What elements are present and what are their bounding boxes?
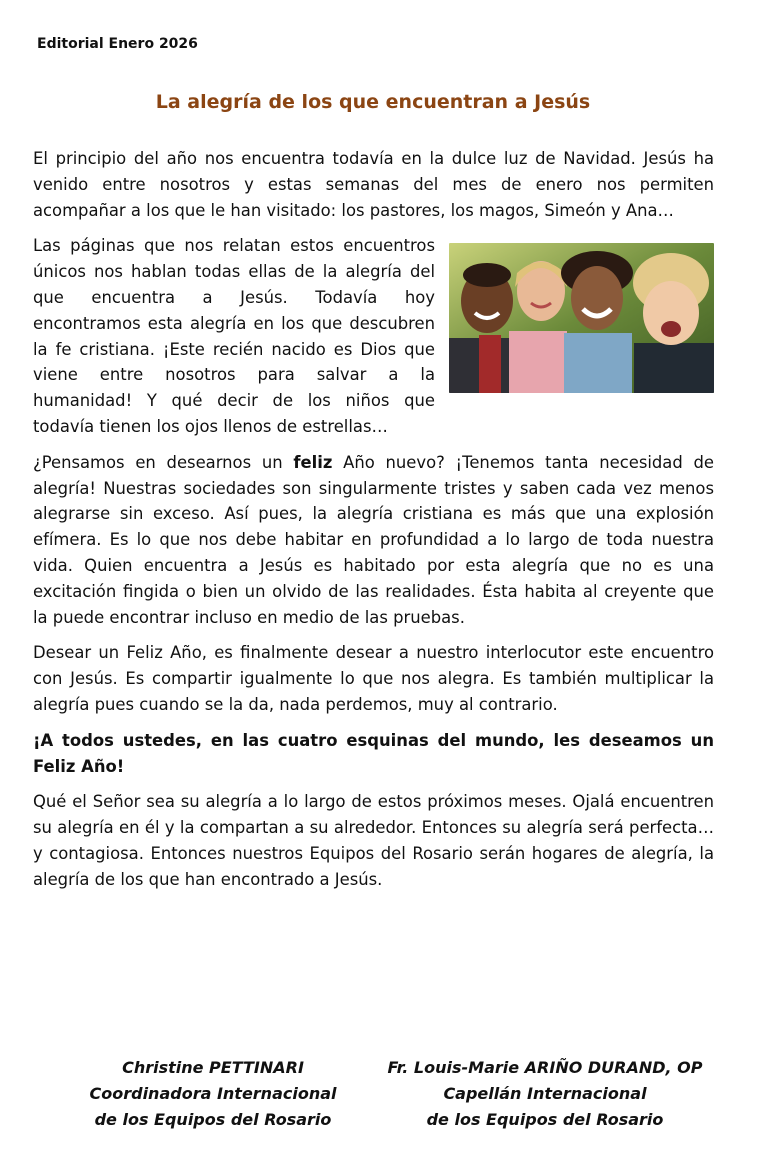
article-title: La alegría de los que encuentran a Jesús: [155, 91, 591, 113]
editorial-label: Editorial Enero 2026: [37, 36, 198, 52]
paragraph-2: [33, 233, 714, 439]
signature-left-name: Christine PETTINARI: [122, 1058, 304, 1077]
paragraph-5-wish: ¡A todos ustedes, en las cuatro esquinas del mundo, les deseamos un Feliz Año!: [33, 730, 714, 776]
signature-left-org: de los Equipos del Rosario: [94, 1110, 332, 1129]
child-1-hair: [463, 263, 511, 287]
children-photo: [449, 243, 714, 393]
paragraph-2-text: Las páginas que nos relatan estos encuentros únicos nos hablan todas ellas de la alegría del que encuentra a Jesús. Todavía hoy encontramos esta alegría en los que descubren la fe cristiana. ¡Este recién nacido es Dios que viene entre nosotros para salvar a la humanidad! Y qué decir de los niños que todavía tienen los ojos llenos de estrellas…: [33, 236, 435, 436]
signature-right: [380, 1055, 710, 1133]
signature-left: [58, 1055, 368, 1133]
article-body: [33, 146, 714, 903]
paragraph-3-end: Año nuevo? ¡Tenemos tanta necesidad de alegría! Nuestras sociedades son singularmente tristes y saben cada vez menos alegrarse sin exceso. Así pues, la alegría cristiana es más que una explosión efímera. Es lo que nos debe habitar en profundidad a lo largo de toda nuestra vida. Quien encuentra a Jesús es habitado por esta alegría que no es una excitación fingida o bien un olvido de las realidades. Ésta habita al creyente que la puede encontrar incluso en medio de las pruebas.: [33, 452, 714, 627]
paragraph-4: Desear un Feliz Año, es finalmente desear a nuestro interlocutor este encuentro con Jesús. Es compartir igualmente lo que nos alegra. Es también multiplicar la alegría pues cuando se la da, nada perdemos, muy al contrario.: [33, 643, 714, 714]
signature-right-role: Capellán Internacional: [443, 1084, 647, 1103]
signature-right-name: Fr. Louis-Marie ARIÑO DURAND, OP: [387, 1058, 703, 1077]
child-3-shirt: [564, 333, 632, 393]
paragraph-3-start: ¿Pensamos en desearnos un: [33, 452, 294, 472]
paragraph-6: Qué el Señor sea su alegría a lo largo de estos próximos meses. Ojalá encuentren su alegría en él y la compartan a su alrededor. Entonces su alegría será perfecta… y contagiosa. Entonces nuestros Equipos del Rosario serán hogares de alegría, la alegría de los que han encontrado a Jesús.: [33, 792, 714, 889]
paragraph-1: El principio del año nos encuentra todavía en la dulce luz de Navidad. Jesús ha venido entre nosotros y estas semanas del mes de enero nos permiten acompañar a los que le han visitado: los pastores, los magos, Simeón y Ana…: [33, 149, 714, 220]
child-4-shirt: [634, 343, 714, 393]
signature-left-role: Coordinadora Internacional: [89, 1084, 337, 1103]
paragraph-3: [33, 450, 714, 631]
child-2-shirt: [509, 331, 567, 393]
child-4-mouth: [661, 321, 681, 337]
paragraph-3-bold-word: feliz: [293, 452, 333, 472]
children-photo-illustration: [449, 243, 714, 393]
signature-right-org: de los Equipos del Rosario: [426, 1110, 664, 1129]
child-3-face: [571, 266, 623, 330]
child-1-tie: [479, 335, 501, 393]
signatures: [0, 1055, 774, 1145]
